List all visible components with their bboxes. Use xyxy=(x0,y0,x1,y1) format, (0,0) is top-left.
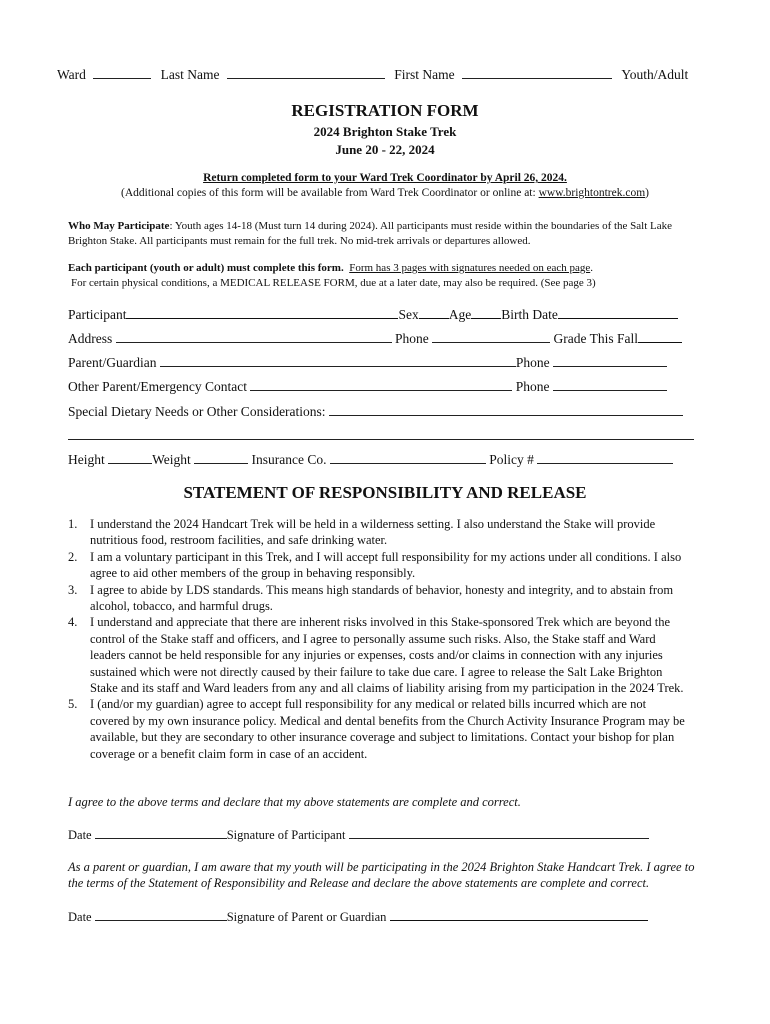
emergency-phone-label: Phone xyxy=(515,379,550,394)
statement-item xyxy=(68,614,688,696)
participant-field[interactable] xyxy=(126,306,398,319)
parent-signature-label: Signature of Parent or Guardian xyxy=(226,910,387,924)
policy-field[interactable] xyxy=(537,451,673,464)
height-label: Height xyxy=(68,452,105,467)
sex-field[interactable] xyxy=(419,306,449,319)
other-parent-label: Other Parent/Emergency Contact xyxy=(68,379,247,394)
height-weight-row xyxy=(68,451,673,468)
grade-field[interactable] xyxy=(638,330,682,343)
insurance-field[interactable] xyxy=(330,451,486,464)
page-title: REGISTRATION FORM xyxy=(291,101,479,120)
statement-text: I am a voluntary participant in this Trek, and I will accept full responsibility for my actions under all conditions. I also agree to aid other members of the group in behaving responsibly. xyxy=(90,549,682,581)
participant-date-label: Date xyxy=(68,828,92,842)
address-label: Address xyxy=(68,331,113,346)
parent-date-label: Date xyxy=(68,910,92,924)
dietary-field[interactable] xyxy=(329,403,683,416)
statement-number: 2. xyxy=(68,549,78,564)
participant-row xyxy=(68,306,678,323)
parent-guardian-field[interactable] xyxy=(160,354,516,367)
statement-item xyxy=(68,696,688,762)
dietary-extra-line xyxy=(68,427,694,444)
address-row xyxy=(68,330,682,347)
medical-release-note: For certain physical conditions, a MEDICAL RELEASE FORM, due at a later date, may also be required. (See page 3) xyxy=(71,277,596,289)
birth-date-field[interactable] xyxy=(558,306,678,319)
statement-number: 3. xyxy=(68,582,78,597)
each-participant-note xyxy=(68,261,700,276)
age-field[interactable] xyxy=(471,306,501,319)
age-label: Age xyxy=(448,307,472,322)
birth-date-label: Birth Date xyxy=(501,307,558,322)
last-name-field[interactable] xyxy=(227,66,385,79)
who-may-participate-text: : Youth ages 14-18 (Must turn 14 during 2024). All participants must reside within the boundaries of the Salt Lake Brighton Stake. All participants must remain for the full trek. No mid-trek arrivals or departures allowed. xyxy=(68,220,673,247)
youth-adult-label: Youth/Adult xyxy=(621,67,689,82)
insurance-label: Insurance Co. xyxy=(251,452,327,467)
statement-text: I understand the 2024 Handcart Trek will be held in a wilderness setting. I also understand the Stake will provide nutritious food, restroom facilities, and safe drinking water. xyxy=(90,517,656,548)
statement-text: I (and/or my guardian) agree to accept full responsibility for any medical or related bills incurred which are not covered by my own insurance policy. Medical and dental benefits from the Church Activity Insurance Program may be available, but they are secondary to other insurance coverage and subject to limitations. Contact your bishop for plan coverage or a benefit claim form in case of an accident. xyxy=(90,697,685,761)
additional-copies-note xyxy=(0,187,770,199)
dietary-field-line2[interactable] xyxy=(68,427,694,440)
participant-signature-row xyxy=(68,826,649,843)
event-dates: June 20 - 22, 2024 xyxy=(335,142,435,157)
statement-number: 1. xyxy=(68,517,78,531)
statement-item xyxy=(68,549,688,582)
first-name-field[interactable] xyxy=(462,66,612,79)
statement-number: 4. xyxy=(68,615,78,630)
address-field[interactable] xyxy=(116,330,392,343)
parent-phone-field[interactable] xyxy=(553,354,667,367)
statement-title: STATEMENT OF RESPONSIBILITY AND RELEASE xyxy=(183,483,587,502)
parent-signature-field[interactable] xyxy=(390,908,648,921)
who-may-participate xyxy=(68,219,700,249)
parent-guardian-row xyxy=(68,354,667,371)
dietary-row xyxy=(68,403,683,420)
grade-label: Grade This Fall xyxy=(553,331,638,346)
participant-signature-label: Signature of Participant xyxy=(226,828,346,842)
statement-item xyxy=(68,516,688,549)
other-parent-row xyxy=(68,378,667,395)
header-name-line xyxy=(57,66,688,83)
ward-label: Ward xyxy=(57,67,86,82)
additional-copies-text: (Additional copies of this form will be available from Ward Trek Coordinator or online at: xyxy=(121,187,539,199)
three-pages-note: Form has 3 pages with signatures needed on each page xyxy=(349,262,591,274)
each-participant-bold: Each participant (youth or adult) must complete this form. xyxy=(68,262,344,274)
height-field[interactable] xyxy=(108,451,152,464)
other-parent-field[interactable] xyxy=(250,378,512,391)
statement-item xyxy=(68,582,688,615)
parent-phone-label: Phone xyxy=(515,355,550,370)
parent-guardian-label: Parent/Guardian xyxy=(68,355,157,370)
dietary-label: Special Dietary Needs or Other Considerations: xyxy=(68,404,326,419)
phone-field[interactable] xyxy=(432,330,550,343)
parent-signature-row xyxy=(68,908,648,925)
parent-statement: As a parent or guardian, I am aware that my youth will be participating in the 2024 Brighton Stake Handcart Trek. I agree to the terms of the Statement of Responsibility and Release and declare the above statements are complete and correct. xyxy=(68,860,695,891)
parent-date-field[interactable] xyxy=(95,908,227,921)
weight-field[interactable] xyxy=(194,451,248,464)
each-participant-end: . xyxy=(590,262,593,274)
weight-label: Weight xyxy=(152,452,191,467)
sex-label: Sex xyxy=(398,307,419,322)
event-name: 2024 Brighton Stake Trek xyxy=(313,124,457,139)
statement-text: I understand and appreciate that there are inherent risks involved in this Stake-sponsored Trek which are beyond the control of the Stake staff and officers, and I agree to personally assume such risks. Also, the Stake staff and Ward leaders cannot be held responsible for any injuries or expenses, costs and/or claims in connection with any injuries sustained which were not directly caused by their failure to take due care. I agree to release the Salt Lake Brighton Stake and its staff and Ward leaders from any and all claims of liability arising from my participation in the 2024 Trek. xyxy=(90,615,684,696)
participant-signature-field[interactable] xyxy=(349,826,649,839)
policy-label: Policy # xyxy=(489,452,534,467)
emergency-phone-field[interactable] xyxy=(553,378,667,391)
statement-list xyxy=(68,516,688,762)
participant-date-field[interactable] xyxy=(95,826,227,839)
phone-label: Phone xyxy=(395,331,429,346)
first-name-label: First Name xyxy=(394,67,455,82)
additional-copies-close: ) xyxy=(645,187,649,199)
last-name-label: Last Name xyxy=(160,67,220,82)
agree-statement: I agree to the above terms and declare that my above statements are complete and correct. xyxy=(68,795,521,809)
participant-label: Participant xyxy=(68,307,127,322)
ward-field[interactable] xyxy=(93,66,151,79)
statement-text: I agree to abide by LDS standards. This means high standards of behavior, honesty and integrity, and to abstain from alcohol, tobacco, and harmful drugs. xyxy=(90,582,674,614)
website-link[interactable]: www.brightontrek.com xyxy=(538,187,646,199)
statement-number: 5. xyxy=(68,697,78,712)
who-may-participate-label: Who May Participate xyxy=(68,220,170,232)
return-notice: Return completed form to your Ward Trek Coordinator by April 26, 2024. xyxy=(203,172,567,184)
